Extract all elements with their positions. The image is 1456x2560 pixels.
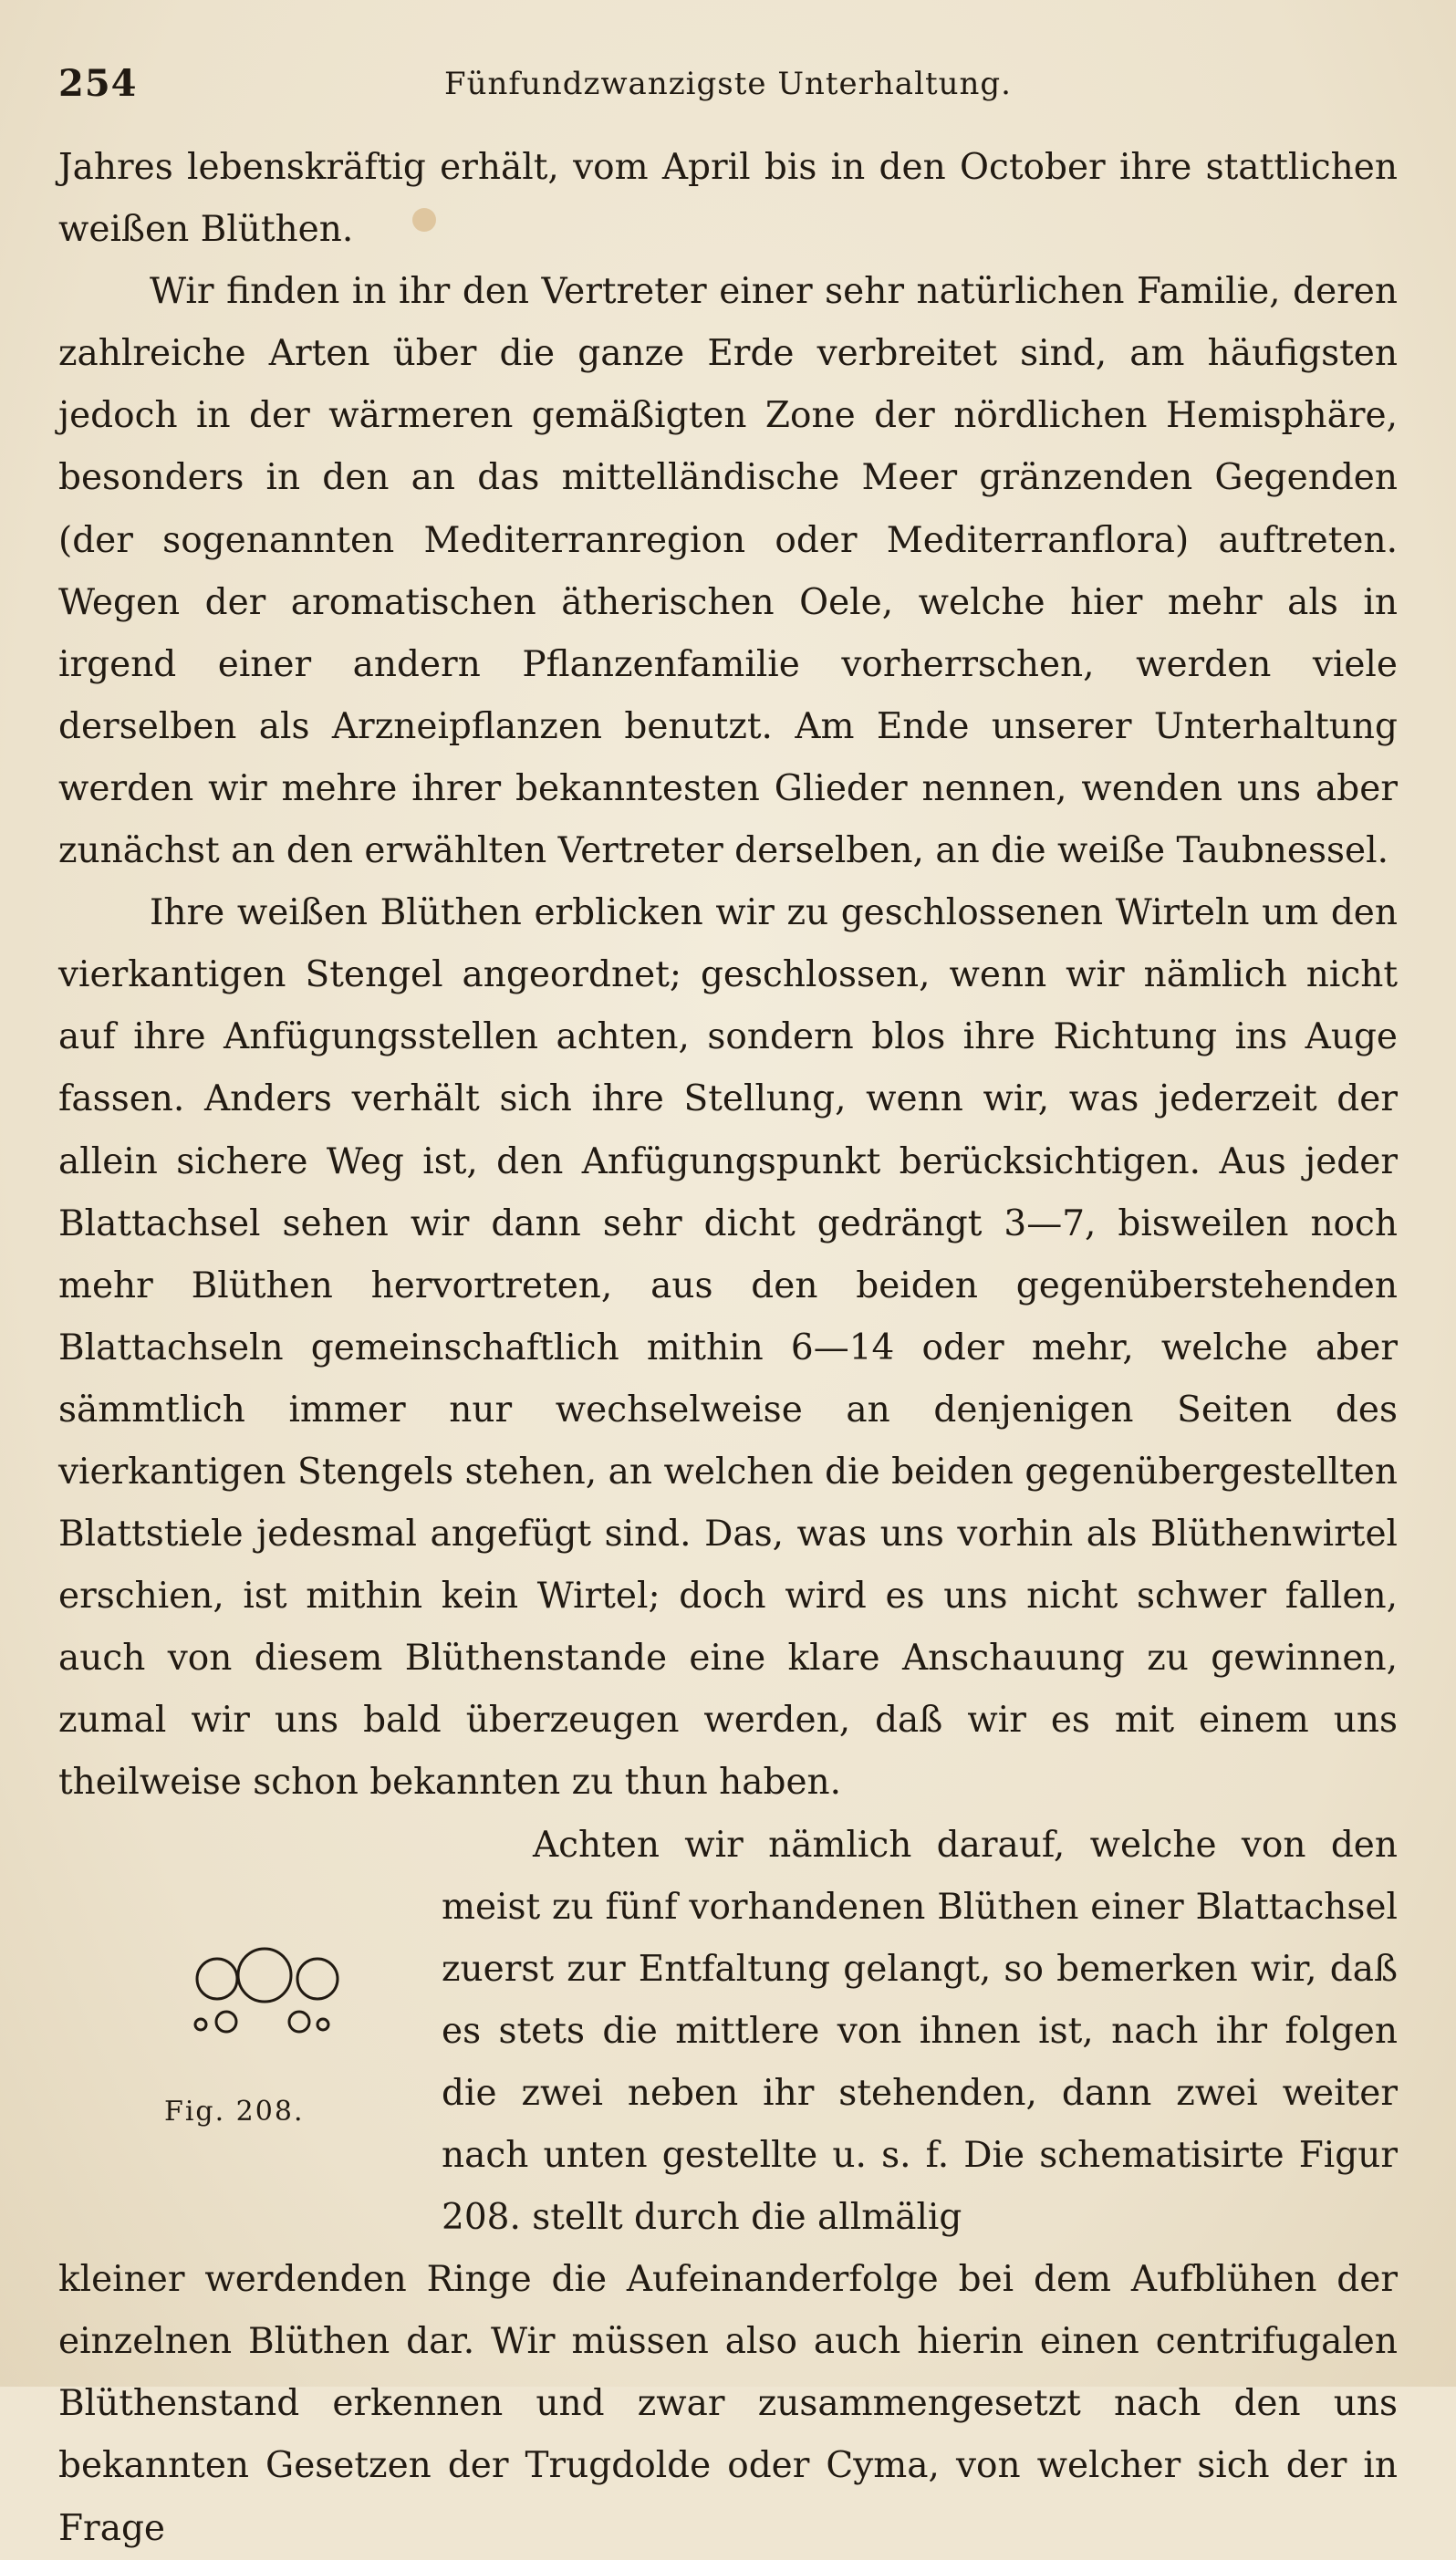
ring-large-left: [197, 1959, 237, 1999]
running-title: Fünfundzwanzigste Unterhaltung.: [444, 66, 1012, 102]
paragraph-4-continuation: kleiner werdenden Ringe die Aufeinanderfolge bei dem Aufblühen der einzelnen Blüthen dar. Wir müssen also auch hierin einen centrifugalen Blüthenstand erkennen und zwar zusammengesetzt nach den uns bekannten Gesetzen der Trugdolde oder Cyma, von welcher sich der in Frage: [58, 2259, 1398, 2549]
page-number: 254: [58, 62, 138, 105]
ring-large-right: [297, 1959, 338, 1999]
paragraph-2: Wir finden in ihr den Vertreter einer sehr natürlichen Familie, deren zahlreiche Arten über die ganze Erde verbreitet sind, am häufigsten jedoch in der wärmeren gemäßigten Zone der nördlichen Hemisphäre, besonders in den an das mittelländische Meer gränzenden Gegenden (der sogenannten Mediterranregion oder Mediterranflora) auftreten. Wegen der aromatischen ätherischen Oele, welche hier mehr als in irgend einer andern Pflanzenfamilie vorherrschen, werden viele derselben als Arzneipflanzen benutzt. Am Ende unserer Unterhaltung werden wir mehre ihrer bekanntesten Glieder nennen, wenden uns aber zunächst an den erwählten Vertreter derselben, an die weiße Taubnessel.: [58, 271, 1398, 872]
ring-center: [238, 1949, 291, 2002]
ring-small-left-outer: [195, 2019, 206, 2030]
ring-small-right-outer: [317, 2019, 328, 2030]
body-text: [58, 137, 1398, 2560]
figure-wrap-block: [58, 1815, 1398, 2250]
figure-caption: Fig. 208.: [164, 2095, 305, 2128]
figure-208-diagram: [140, 1933, 405, 2061]
figure-column: [58, 1815, 442, 2187]
paragraph-1: Jahres lebenskräftig erhält, vom April bis in den October ihre stattlichen weißen Blüthen.: [58, 147, 1398, 251]
paragraph-3: Ihre weißen Blüthen erblicken wir zu geschlossenen Wirteln um den vierkantigen Stengel angeordnet; geschlossen, wenn wir nämlich nicht auf ihre Anfügungsstellen achten, sondern blos ihre Richtung ins Auge fassen. Anders verhält sich ihre Stellung, wenn wir, was jederzeit der allein sichere Weg ist, den Anfügungspunkt berücksichtigen. Aus jeder Blattachsel sehen wir dann sehr dicht gedrängt 3—7, bisweilen noch mehr Blüthen hervortreten, aus den beiden gegenüberstehenden Blattachseln gemeinschaftlich mithin 6—14 oder mehr, welche aber sämmtlich immer nur wechselweise an denjenigen Seiten des vierkantigen Stengels stehen, an welchen die beiden gegenübergestellten Blattstiele jedesmal angefügt sind. Das, was uns vorhin als Blüthenwirtel erschien, ist mithin kein Wirtel; doch wird es uns nicht schwer fallen, auch von diesem Blüthenstande eine klare Anschauung zu gewinnen, zumal wir uns bald überzeugen werden, daß wir es mit einem uns theilweise schon bekannten zu thun haben.: [58, 892, 1398, 1804]
ring-small-left-inner: [216, 2012, 236, 2032]
ring-small-right-inner: [289, 2012, 309, 2032]
paragraph-4: Achten wir nämlich darauf, welche von den meist zu fünf vorhandenen Blüthen einer Blattachsel zuerst zur Entfaltung gelangt, so bemerken wir, daß es stets die mittlere von ihnen ist, nach ihr folgen die zwei neben ihr stehenden, dann zwei weiter nach unten gestellte u. s. f. Die schematisirte Figur 208. stellt durch die allmälig: [442, 1824, 1398, 2239]
page-header: [58, 57, 1398, 111]
